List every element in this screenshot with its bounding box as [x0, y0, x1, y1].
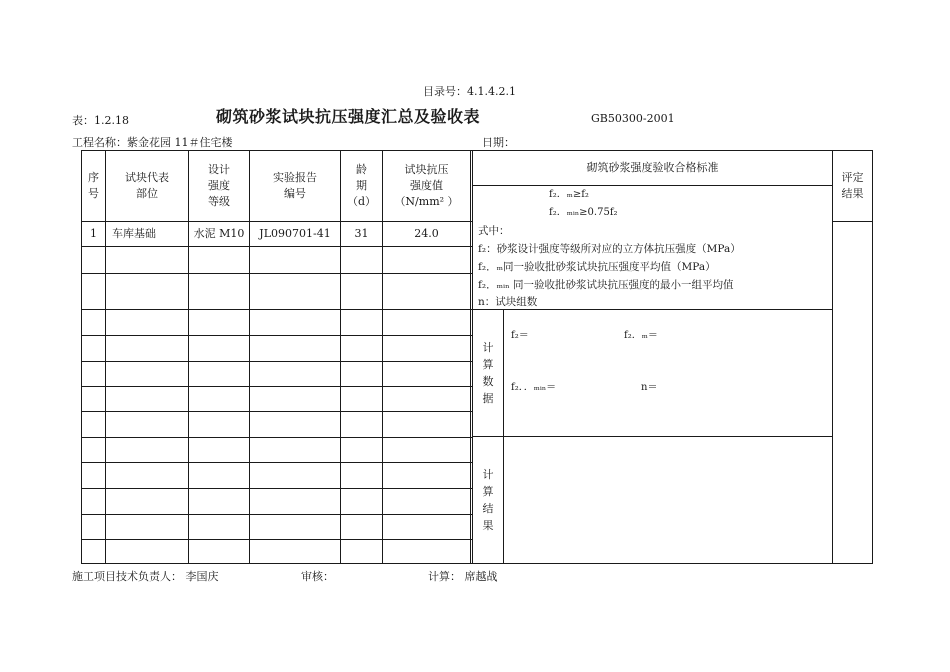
footer-calc: 计算： 席越战 — [428, 570, 498, 583]
standard-code: GB50300-2001 — [591, 112, 675, 125]
calc-f2m: f₂．ₘ＝ — [624, 330, 658, 341]
calc-f2: f₂＝ — [511, 330, 529, 341]
col-strength: 试块抗压 强度值 （N/mm² ） — [394, 162, 459, 208]
formula-average: f₂．ₘ≥f₂ — [549, 189, 589, 200]
notes-intro: 式中： — [478, 225, 510, 237]
notes-n: n：试块组数 — [478, 296, 538, 308]
row1-grade: 水泥 M10 — [193, 227, 245, 240]
row1-age: 31 — [354, 227, 369, 240]
notes-f2: f₂：砂浆设计强度等级所对应的立方体抗压强度（MPa） — [478, 243, 741, 255]
row1-seq: 1 — [90, 227, 97, 240]
col-grade: 设计 强度 等级 — [208, 162, 230, 208]
col-part: 试块代表 部位 — [125, 170, 169, 200]
col-criteria: 砌筑砂浆强度验收合格标准 — [586, 160, 719, 174]
col-age: 龄 期 （d） — [346, 162, 377, 208]
footer-tech-lead: 施工项目技术负责人： 李国庆 — [72, 570, 219, 583]
project-name: 工程名称：紫金花园 11＃住宅楼 — [72, 136, 233, 149]
notes-f2min: f₂．ₘᵢₙ 同一验收批砂浆试块抗压强度的最小一组平均值 — [478, 279, 734, 291]
catalog-number: 目录号：4.1.4.2.1 — [423, 85, 516, 98]
calc-n: n＝ — [641, 382, 658, 393]
calc-result-label: 计 算 结 果 — [482, 468, 494, 532]
row1-report: JL090701-41 — [259, 227, 331, 240]
date-label: 日期： — [482, 136, 515, 149]
calc-data-label: 计 算 数 据 — [482, 341, 494, 405]
footer-review: 审核： — [301, 570, 334, 583]
calc-f2min: f₂．．ₘᵢₙ＝ — [511, 382, 557, 393]
notes-f2m: f₂．ₘ同一验收批砂浆试块抗压强度平均值（MPa） — [478, 261, 716, 273]
table-number: 表：1.2.18 — [72, 114, 129, 127]
page-title: 砌筑砂浆试块抗压强度汇总及验收表 — [216, 107, 481, 126]
row1-strength: 24.0 — [414, 227, 439, 240]
row1-part: 车库基础 — [112, 227, 156, 240]
col-result: 评定 结果 — [841, 170, 864, 200]
summary-table — [81, 150, 873, 564]
col-report: 实验报告 编号 — [273, 170, 317, 200]
col-seq: 序 号 — [88, 170, 99, 200]
formula-minimum: f₂．ₘᵢₙ≥0.75f₂ — [549, 207, 618, 218]
